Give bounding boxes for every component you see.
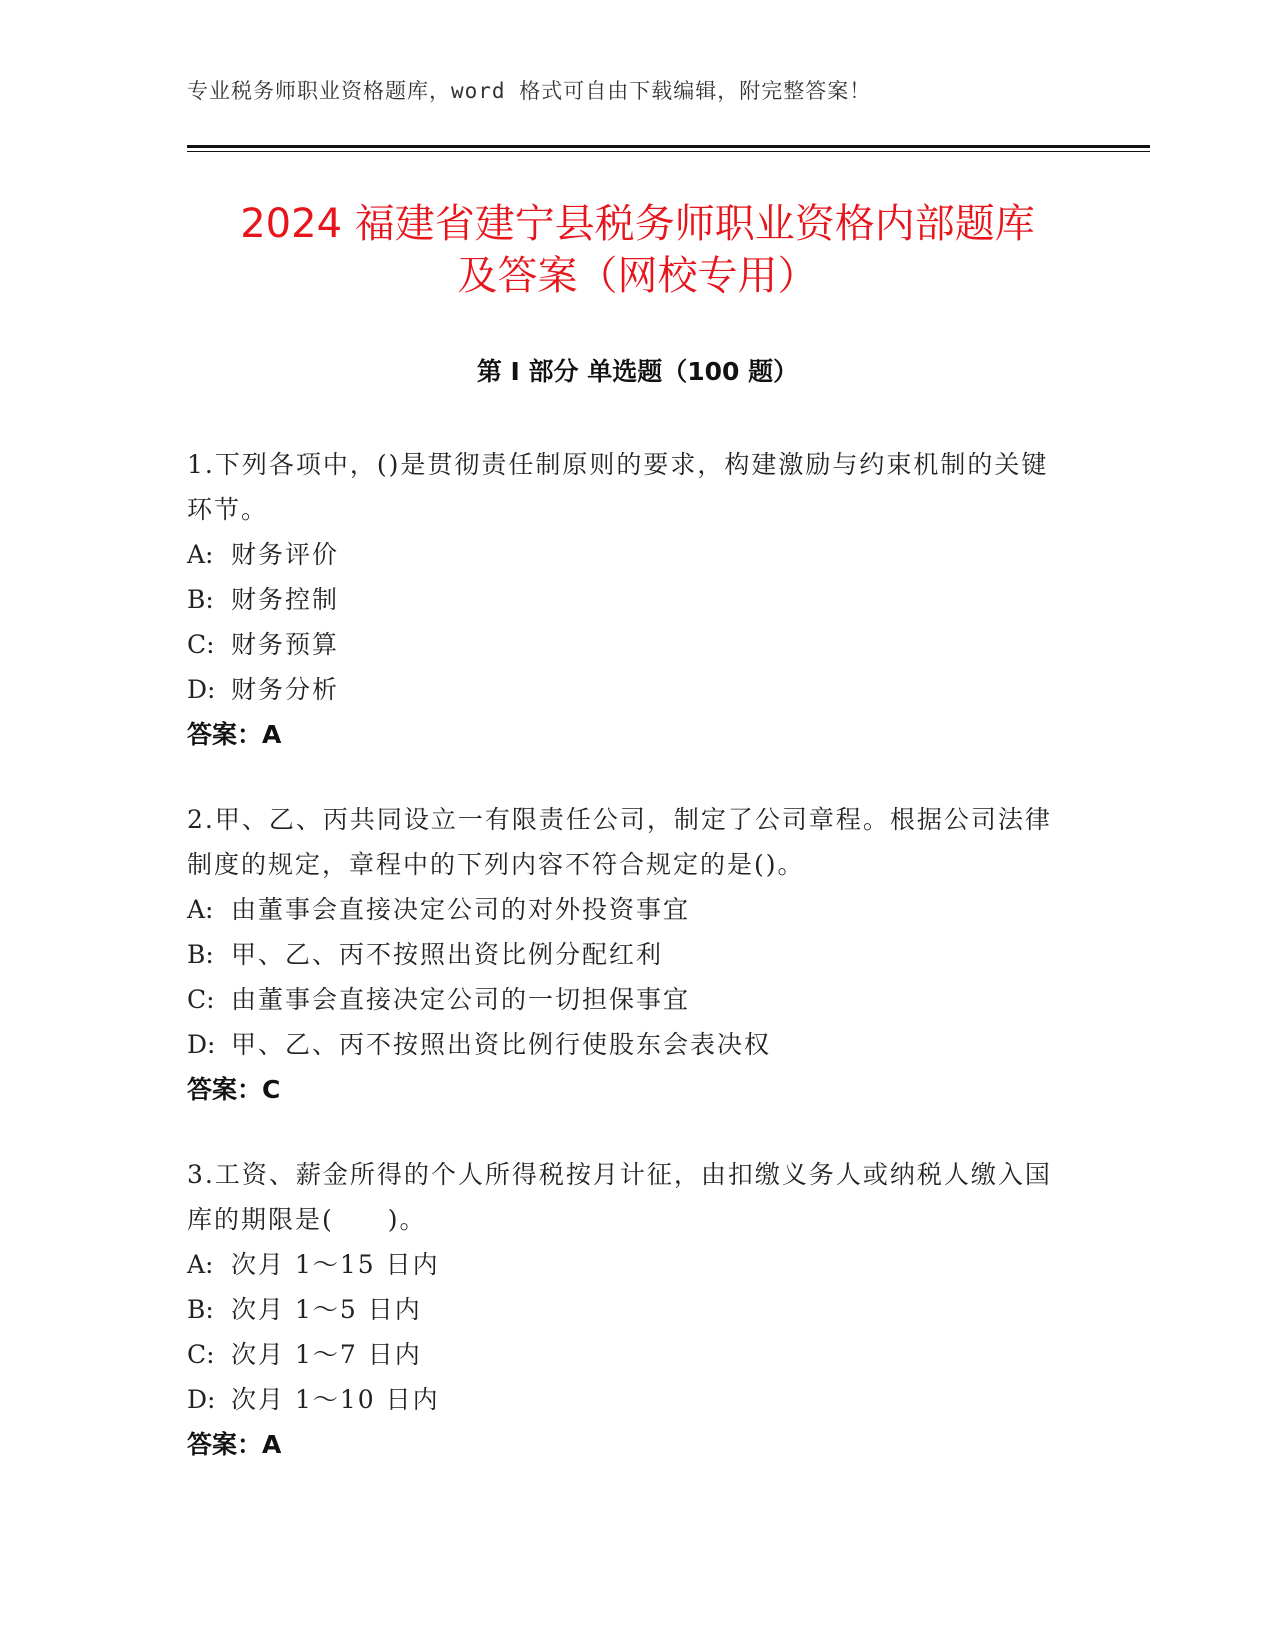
option-c <box>187 1332 1067 1377</box>
option-key: B: <box>187 585 214 614</box>
option-key: A: <box>187 540 214 569</box>
option-key: B: <box>187 1295 214 1324</box>
option-c <box>187 622 1067 667</box>
option-key: C: <box>187 630 215 659</box>
question-stem: 3.工资、薪金所得的个人所得税按月计征，由扣缴义务人或纳税人缴入国库的期限是( )。 <box>187 1160 1052 1234</box>
option-text: 财务预算 <box>231 630 340 659</box>
option-key: A: <box>187 1250 214 1279</box>
option-text: 甲、乙、丙不按照出资比例行使股东会表决权 <box>231 1030 772 1059</box>
question-answer: 答案：C <box>187 1075 281 1104</box>
question-2 <box>187 797 1067 1112</box>
question-1 <box>187 442 1067 757</box>
question-list <box>187 442 1067 1507</box>
question-answer: 答案：A <box>187 720 282 749</box>
option-key: B: <box>187 940 214 969</box>
option-a <box>187 532 1067 577</box>
option-key: C: <box>187 985 215 1014</box>
header-rule-thin <box>187 151 1150 152</box>
option-c <box>187 977 1067 1022</box>
option-a <box>187 1242 1067 1287</box>
section-title: 第 I 部分 单选题（100 题） <box>476 357 799 386</box>
option-d <box>187 1377 1067 1422</box>
option-text: 由董事会直接决定公司的对外投资事宜 <box>231 895 691 924</box>
option-text: 财务控制 <box>231 585 340 614</box>
question-stem: 2.甲、乙、丙共同设立一有限责任公司，制定了公司章程。根据公司法律制度的规定，章程中的下列内容不符合规定的是()。 <box>187 805 1052 879</box>
option-text: 由董事会直接决定公司的一切担保事宜 <box>231 985 691 1014</box>
option-text: 财务分析 <box>231 675 340 704</box>
question-3 <box>187 1152 1067 1467</box>
option-text: 财务评价 <box>231 540 340 569</box>
option-b <box>187 1287 1067 1332</box>
option-d <box>187 667 1067 712</box>
option-key: A: <box>187 895 214 924</box>
document-title <box>160 198 1115 302</box>
option-b <box>187 932 1067 977</box>
option-text: 次月 1～10 日内 <box>231 1385 440 1414</box>
question-answer: 答案：A <box>187 1430 282 1459</box>
option-d <box>187 1022 1067 1067</box>
option-text: 甲、乙、丙不按照出资比例分配红利 <box>231 940 664 969</box>
header-note: 专业税务师职业资格题库，word 格式可自由下载编辑，附完整答案！ <box>187 79 872 103</box>
option-key: C: <box>187 1340 215 1369</box>
option-a <box>187 887 1067 932</box>
document-title-line-2: 及答案（网校专用） <box>457 253 818 299</box>
option-key: D: <box>187 675 216 704</box>
header-rule-thick <box>187 145 1150 148</box>
question-stem: 1.下列各项中，()是贯彻责任制原则的要求，构建激励与约束机制的关键环节。 <box>187 450 1049 524</box>
option-b <box>187 577 1067 622</box>
option-key: D: <box>187 1385 216 1414</box>
option-key: D: <box>187 1030 216 1059</box>
option-text: 次月 1～7 日内 <box>231 1340 422 1369</box>
option-text: 次月 1～5 日内 <box>231 1295 422 1324</box>
option-text: 次月 1～15 日内 <box>231 1250 440 1279</box>
document-title-line-1: 2024 福建省建宁县税务师职业资格内部题库 <box>240 201 1035 247</box>
